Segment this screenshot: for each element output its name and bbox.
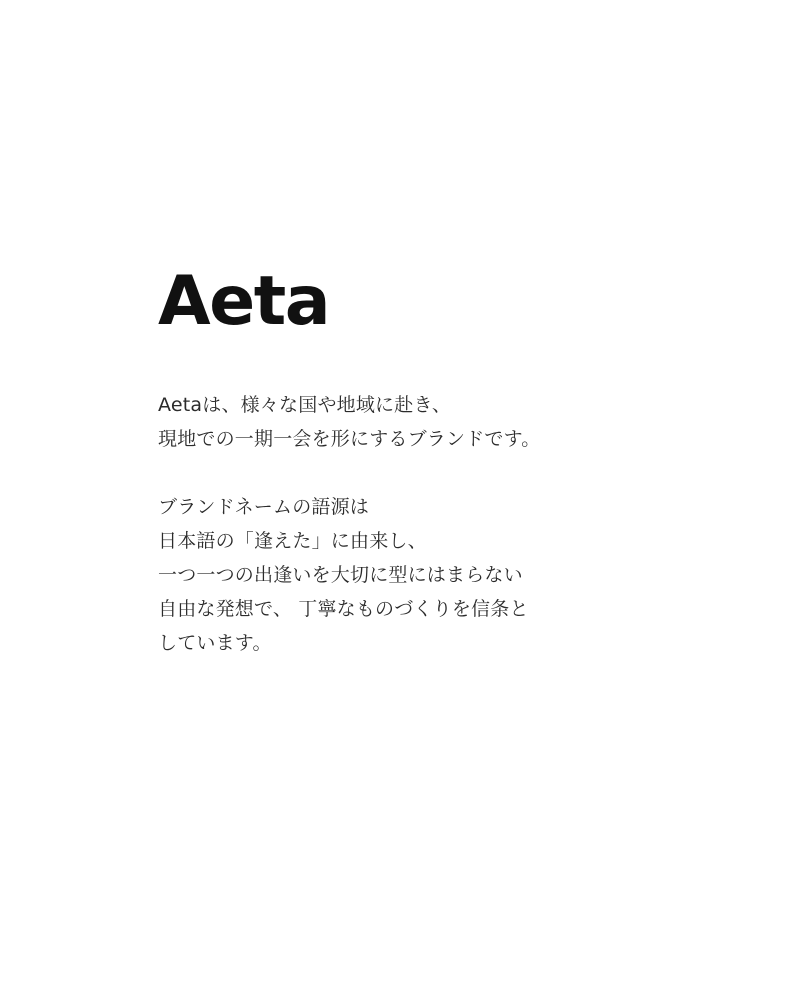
paragraph-line: 日本語の「逢えた」に由来し、 <box>158 530 427 552</box>
paragraph-line: 一つ一つの出逢いを大切に型にはまらない <box>158 564 523 586</box>
paragraph-intro <box>158 388 678 456</box>
paragraph-line: しています。 <box>158 632 272 654</box>
paragraph-line: ブランドネームの語源は <box>158 496 370 518</box>
about-text-block <box>158 388 678 660</box>
paragraph-line: 自由な発想で、 丁寧なものづくりを信条と <box>158 598 529 620</box>
paragraph-line: Aetaは、様々な国や地域に赴き、 <box>158 394 452 416</box>
paragraph-origin <box>158 490 678 660</box>
paragraph-line: 現地での一期一会を形にするブランドです。 <box>158 428 541 450</box>
page-title: Aeta <box>158 261 330 341</box>
